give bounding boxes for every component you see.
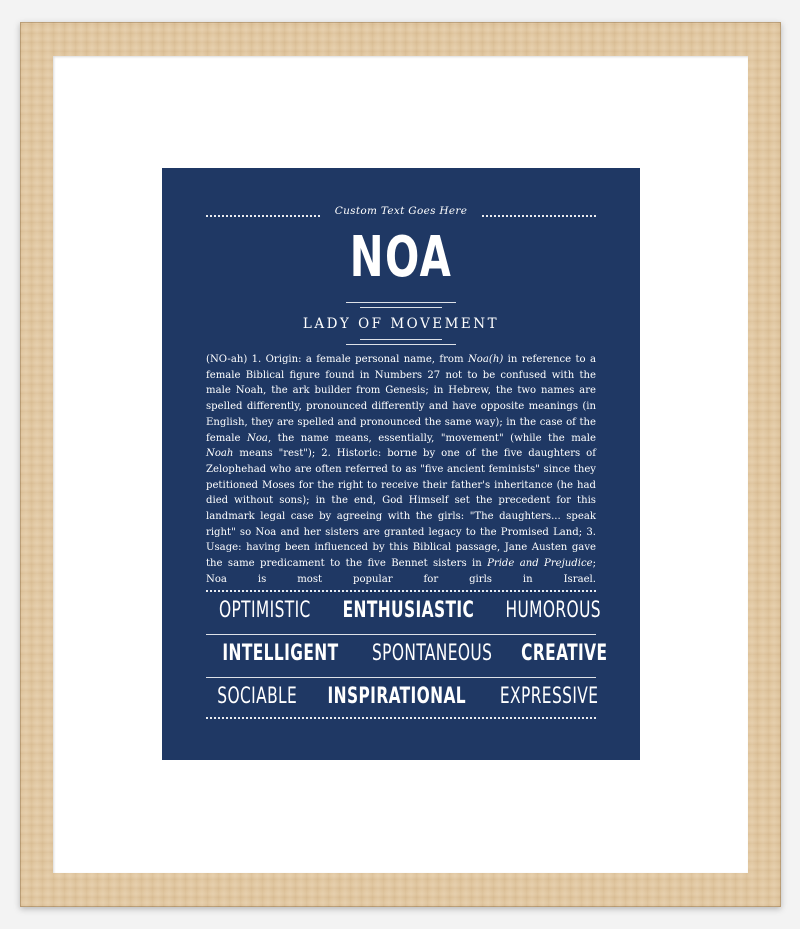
white-mat [53, 56, 748, 873]
name-definition [206, 352, 596, 588]
trait-word: CREATIVE [521, 641, 608, 666]
definition-italic: Noa(h) [467, 354, 504, 365]
trait-word: ENTHUSIASTIC [342, 598, 474, 623]
meaning-underline-lower [346, 344, 456, 345]
definition-italic: Noah [206, 448, 234, 460]
trait-row-3 [206, 680, 599, 714]
traits-divider-1 [206, 634, 596, 635]
trait-word: SPONTANEOUS [371, 641, 493, 666]
meaning-underline-upper [360, 339, 442, 340]
trait-word: EXPRESSIVE [499, 684, 599, 709]
definition-text: in reference to a female Biblical figure found in Numbers 27 not to be confused with the male Noah, the ark builder from Genesis; in Hebrew, the two names are spelled differently, pronounced differently and have opposite meanings (in English, they are spelled and pronounced the same way); in the case of the female [206, 354, 597, 444]
trait-slot [206, 594, 324, 628]
trait-slot [206, 680, 308, 714]
definition-text: (NO-ah) 1. Origin: a female personal name, from [206, 354, 468, 365]
trait-word: INTELLIGENT [222, 641, 339, 666]
top-right-dotted-rule [482, 215, 596, 217]
name-meaning: LADY OF MOVEMENT [302, 316, 500, 332]
trait-slot [486, 680, 612, 714]
trait-slot [355, 637, 509, 671]
trait-slot [308, 680, 486, 714]
trait-word: SOCIABLE [217, 684, 298, 709]
trait-row-2 [206, 637, 608, 671]
traits-bottom-dotted-rule [206, 717, 596, 719]
wooden-frame [20, 22, 781, 907]
name-underline-lower [360, 307, 442, 308]
trait-slot [324, 594, 493, 628]
trait-slot [206, 637, 355, 671]
trait-slot [509, 637, 620, 671]
traits-divider-2 [206, 677, 596, 678]
definition-text: ; Noa is most popular for girls in Israel. [206, 558, 596, 585]
trait-slot [492, 594, 614, 628]
trait-word: INSPIRATIONAL [327, 684, 467, 709]
name-print [162, 168, 640, 760]
trait-word: HUMOROUS [505, 598, 602, 623]
definition-italic: Noa [247, 432, 268, 444]
trait-row-1 [206, 594, 602, 628]
name-underline-upper [346, 302, 456, 303]
trait-word: OPTIMISTIC [218, 598, 311, 623]
definition-text: , the name means, essentially, "movement" (while the male [267, 432, 596, 444]
traits-top-dotted-rule [206, 590, 596, 592]
definition-italic: Pride and Prejudice [487, 558, 593, 570]
custom-text: Custom Text Goes Here [334, 205, 468, 217]
name-title: NOA [349, 225, 453, 290]
definition-text: means "rest"); 2. Historic: borne by one of the five daughters of Zelophehad who are often referred to as "five ancient feminists" since they petitioned Moses for the right to receive their father's inheritance (he had died without sons); in the end, God Himself set the precedent for this landmark legal case by agreeing with the girls: "The daughters... speak right" so Noa and her sisters are granted legacy to the Promised Land; 3. Usage: having been influenced by this Biblical passage, Jane Austen gave the same predicament to the five Bennet sisters in [206, 448, 596, 570]
